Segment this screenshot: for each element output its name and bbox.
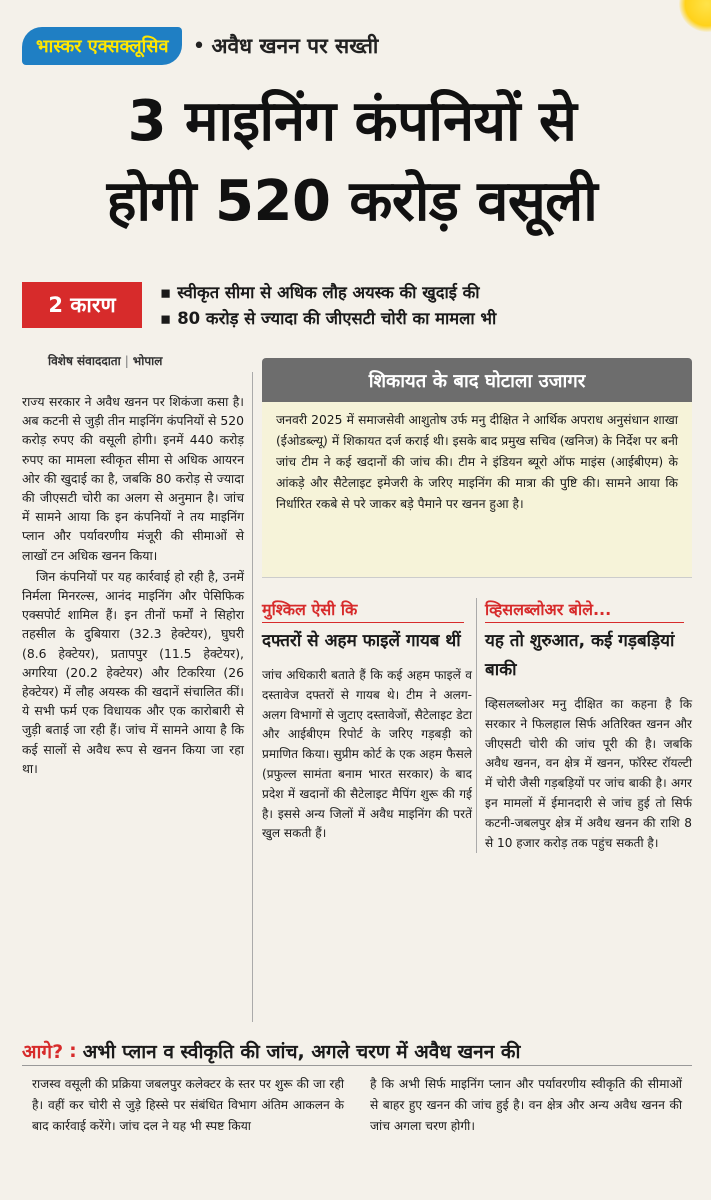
ahead-text-col-1: राजस्व वसूली की प्रक्रिया जबलपुर कलेक्टर के स्तर पर शुरू की जा रही है। वहीं कर चोरी से जुड़े हिस्से पर संबंधित विभाग अंतिम आकलन के बाद कार्रवाई करेंगे। जांच दल ने यह भी स्पष्ट किया xyxy=(32,1077,344,1133)
complaint-box-title: शिकायत के बाद घोटाला उजागर xyxy=(262,358,692,402)
section-tag: अवैध खनन पर सख्ती xyxy=(211,34,379,58)
brand-label: भास्कर एक्सक्लूसिव xyxy=(22,27,182,65)
byline xyxy=(48,352,162,369)
ahead-columns xyxy=(22,1074,692,1137)
whistleblower-text: व्हिसलब्लोअर मनु दीक्षित का कहना है कि सरकार ने फिलहाल सिर्फ अतिरिक्त खनन और जीएसटी चोरी की जांच पूरी की है। जबकि अवैध खनन, वन क्षेत्र में खनन, फॉरेस्ट रॉयल्टी में चोरी जैसी गड़बड़ियों पर जांच बाकी है। अगर इन मामलों में ईमानदारी से जांच हुई तो सिर्फ कटनी-जबलपुर क्षेत्र में अवैध खनन की राशि 8 से 10 हजार करोड़ तक पहुंच सकती है। xyxy=(485,697,692,850)
byline-place: भोपाल xyxy=(132,354,163,368)
tagline xyxy=(22,26,378,66)
main-story xyxy=(22,392,244,780)
ahead-text-col-2: है कि अभी सिर्फ माइनिंग प्लान और पर्यावरणीय स्वीकृति की सीमाओं से बाहर हुए खनन की जांच हुई है। वन क्षेत्र और अन्य अवैध खनन की जांच अगला चरण होगी। xyxy=(370,1077,682,1133)
whistleblower-heading: यह तो शुरुआत, कई गड़बड़ियां बाकी xyxy=(485,631,675,680)
headline-line-2: होगी 520 करोड़ वसूली xyxy=(106,169,598,234)
column-divider xyxy=(252,372,253,1022)
headline xyxy=(22,82,682,242)
whistleblower-kicker: व्हिसलब्लोअर बोले... xyxy=(485,598,692,623)
headline-line-1: 3 माइनिंग कंपनियों से xyxy=(127,89,577,154)
bullet-dot: • xyxy=(192,33,206,59)
main-story-paragraph: राज्य सरकार ने अवैध खनन पर शिकंजा कसा है। अब कटनी से जुड़ी तीन माइनिंग कंपनियों से 520 करोड़ रुपए की वसूली होगी। इनमें 440 करोड़ रुपए का मामला स्वीकृत सीमा से अधिक आयरन ओर की खुदाई का है, जबकि 80 करोड़ से ज्यादा की जीएसटी चोरी का अलग से अनुमान है। जांच में सामने आया कि इन कंपनियों ने तय माइनिंग प्लान और पर्यावरणीय मंजूरी की सीमाओं से लाखों टन अधिक खनन किया। xyxy=(22,394,244,563)
ahead-heading: अभी प्लान व स्वीकृति की जांच, अगले चरण में अवैध खनन की xyxy=(82,1040,521,1063)
main-story-paragraph: जिन कंपनियों पर यह कार्रवाई हो रही है, उनमें निर्मला मिनरल्स, आनंद माइनिंग और पेसिफिक एक्सपोर्ट शामिल हैं। इन तीनों फर्मों ने सिहोरा तहसील के दुबियारा (32.3 हेक्टेयर), घुघरी (8.6 हेक्टेयर), प्रतापपुर (11.5 हेक्टेयर), अगरिया (20.2 हेक्टेयर) और टिकरिया (26 हेक्टेयर) में लौह अयस्क की खदानें संचालित कीं। ये सभी फर्म एक विधायक और एक कारोबारी से जुड़ी बताई जा रही हैं। जांच में सामने आया है कि कई सालों से अवैध रूप से खनन किया जा रहा था। xyxy=(22,568,244,776)
ahead-label: आगे? xyxy=(22,1040,64,1063)
difficulty-column xyxy=(262,598,472,844)
complaint-box-text: जनवरी 2025 में समाजसेवी आशुतोष उर्फ मनु दीक्षित ने आर्थिक अपराध अनुसंधान शाखा (ईओडब्ल्यू) में शिकायत दर्ज कराई थी। इसके बाद प्रमुख सचिव (खनिज) के निर्देश पर बनी जांच टीम ने कई खदानों की जांच की। टीम ने इंडियन ब्यूरो ऑफ माइंस (आईबीएम) के आंकड़े और सैटेलाइट इमेजरी के जरिए माइनिंग की मात्रा की पुष्टि की। सामने आया कि निर्धारित रकबे से परे जाकर बड़े पैमाने पर खनन हुआ है। xyxy=(262,402,692,578)
whistleblower-column xyxy=(476,598,692,853)
reason-item: ▪ स्वीकृत सीमा से अधिक लौह अयस्क की खुदाई की xyxy=(160,280,690,306)
difficulty-heading: दफ्तरों से अहम फाइलें गायब थीं xyxy=(262,631,461,651)
reasons-badge: 2 कारण xyxy=(22,282,142,328)
byline-separator: | xyxy=(124,354,129,368)
difficulty-kicker: मुश्किल ऐसी कि xyxy=(262,598,472,623)
ahead-colon: : xyxy=(69,1039,77,1062)
sun-decoration xyxy=(679,0,711,32)
reasons-list xyxy=(160,280,690,332)
byline-author: विशेष संवाददाता xyxy=(48,354,121,368)
ahead-heading-row xyxy=(22,1036,692,1066)
ahead-section xyxy=(22,1036,692,1137)
reason-item: ▪ 80 करोड़ से ज्यादा की जीएसटी चोरी का मामला भी xyxy=(160,306,690,332)
difficulty-text: जांच अधिकारी बताते हैं कि कई अहम फाइलें व दस्तावेज दफ्तरों से गायब थे। टीम ने अलग-अलग विभागों से जुटाए दस्तावेजों, सैटेलाइट डेटा और आईबीएम रिपोर्ट के जरिए गड़बड़ी को प्रमाणित किया। सुप्रीम कोर्ट के एक अहम फैसले (प्रफुल्ल सामंता बनाम भारत सरकार) के बाद प्रदेश में खदानों की सैटेलाइट मैपिंग शुरू की गई है। इससे अन्य जिलों में अवैध माइनिंग की परतें खुल सकती हैं। xyxy=(262,668,472,841)
